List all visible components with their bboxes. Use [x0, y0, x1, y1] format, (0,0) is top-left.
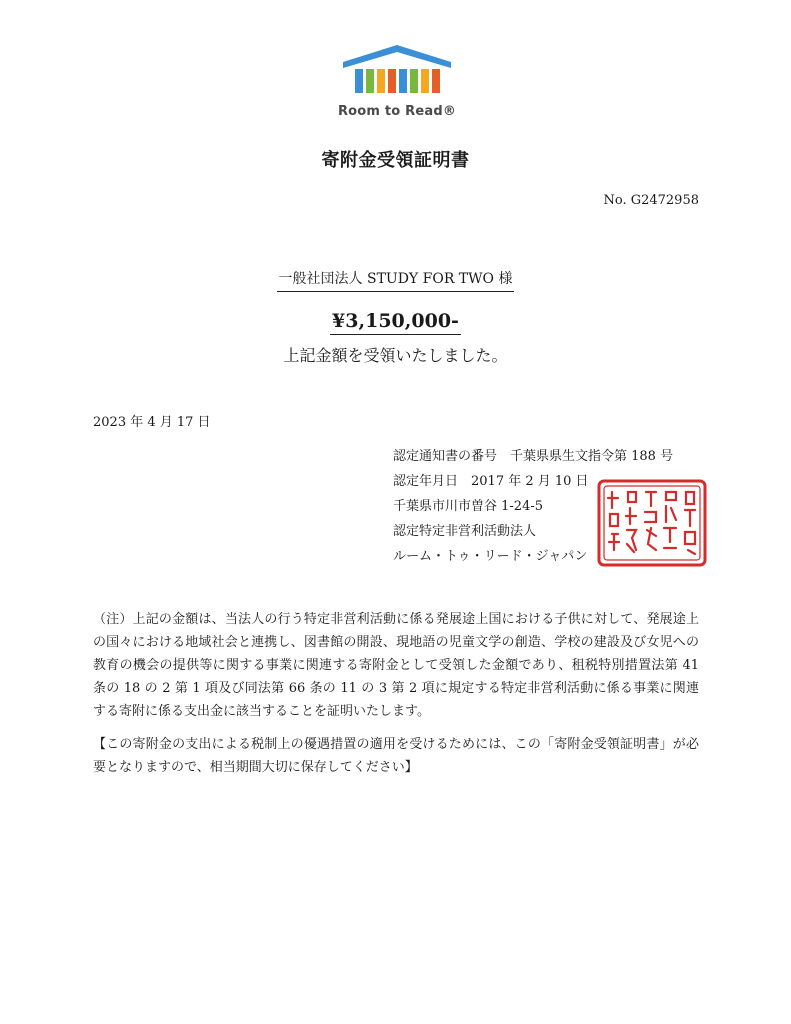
cert-date: 認定年月日 2017 年 2 月 10 日	[393, 474, 589, 489]
issuer-address: 千葉県市川市曽谷 1-24-5	[393, 499, 544, 514]
document-title: 寄附金受領証明書	[321, 150, 470, 171]
issuer-org-type: 認定特定非営利活動法人	[393, 524, 537, 539]
amount-block	[0, 310, 791, 335]
official-seal-icon	[596, 478, 708, 568]
issuer-org-name: ルーム・トゥ・リード・ジャパン	[393, 549, 588, 564]
room-to-read-logo	[335, 42, 459, 126]
note-paragraph-2: 【この寄附金の支出による税制上の優遇措置の適用を受けるためには、この「寄附金受領証明書」が必要となりますので、相当期間大切に保存してください】	[93, 737, 699, 775]
logo-wordmark: Room to Read®	[337, 104, 457, 119]
issue-date: 2023 年 4 月 17 日	[93, 415, 211, 430]
recipient-name: 一般社団法人 STUDY FOR TWO 様	[277, 268, 515, 292]
donation-amount: ¥3,150,000-	[330, 310, 461, 335]
note-paragraph-1: （注）上記の金額は、当法人の行う特定非営利活動に係る発展途上国における子供に対して、発展途上の国々における地域社会と連携し、図書館の開設、現地語の児童文学の創造、学校の建設及び女児への教育の機会の提供等に関する事業に関連する寄附金として受領した金額であり、租税特別措置法第 41 条の 18 の 2 第 1 項及び同法第 66 条の 11 の 3 第 2 項に規定する特定非営利活動に係る事業に関連する寄附に係る支出金に該当することを証明いたします。	[93, 612, 699, 719]
document-number: No. G2472958	[603, 193, 699, 208]
recipient-block	[0, 268, 791, 292]
library-icon	[335, 42, 459, 102]
cert-number: 認定通知書の番号 千葉県県生文指令第 188 号	[393, 449, 674, 464]
received-statement: 上記金額を受領いたしました。	[283, 346, 508, 365]
legal-note	[93, 608, 699, 789]
